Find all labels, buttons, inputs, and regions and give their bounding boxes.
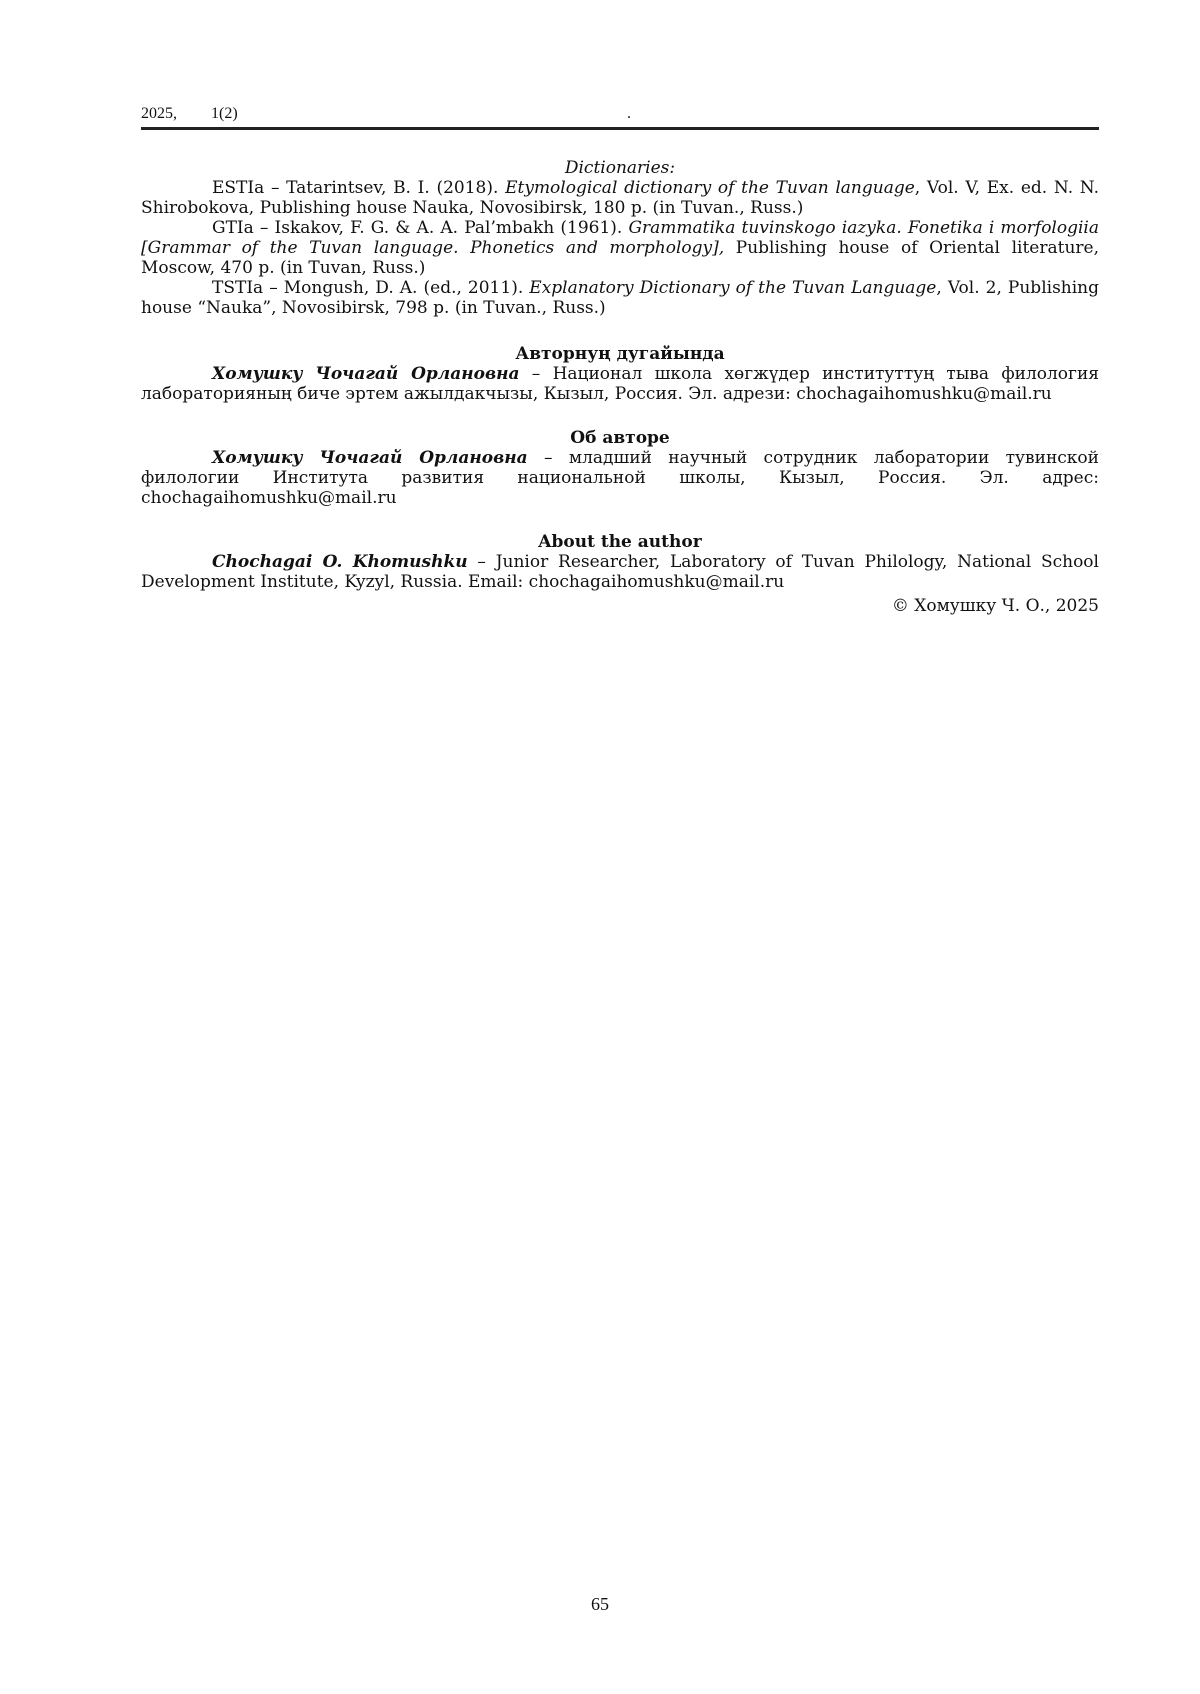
author-tuvan-bio (141, 364, 1099, 404)
author-english-bio (141, 552, 1099, 592)
entry-details: Publishing house of Oriental literature, Moscow, 470 p. (in Tuvan, Russ.) (141, 238, 1099, 278)
entry-lead: GTIa – Iskakov, F. G. & A. A. Pal’mbakh (1961). (212, 218, 629, 238)
article-content (141, 158, 1099, 616)
running-header (141, 104, 1099, 124)
dictionary-entry-tstia (141, 278, 1099, 318)
entry-title: Explanatory Dictionary of the Tuvan Language (529, 278, 937, 298)
author-tuvan-heading: Авторнуң дугайында (515, 344, 725, 364)
page-number: 65 (591, 1594, 609, 1614)
dictionary-entry-gtia (141, 218, 1099, 278)
dictionaries-title: Dictionaries: (564, 158, 676, 178)
header-rule (141, 127, 1099, 130)
author-name: Хомушку Чочагай Орлановна (212, 364, 520, 384)
header-year: 2025, (141, 105, 177, 122)
header-dot: . (627, 105, 631, 122)
entry-lead: TSTIa – Mongush, D. A. (ed., 2011). (212, 278, 530, 298)
entry-details: , Vol. V, Ex. ed. N. N. Shirobokova, Publishing house Nauka, Novosibirsk, 180 p. (in Tuvan., Russ.) (141, 178, 1099, 218)
author-russian-heading: Об авторе (570, 428, 670, 448)
author-bio-text: – Национал школа хөгжүдер институттуң тыва филология лабораторияның биче эртем ажылдакчызы, Кызыл, Россия. Эл. адрези: chochagaihomushku@mail.ru (141, 364, 1100, 404)
author-name: Chochagai O. Khomushku (212, 552, 468, 572)
author-russian-bio (141, 448, 1099, 508)
spacer (141, 404, 1099, 428)
entry-title: Grammatika tuvinskogo iazyka. Fonetika i morfologiia [Grammar of the Tuvan language. Phonetics and morphology], (141, 218, 1099, 258)
spacer (141, 508, 1099, 532)
entry-details: , Vol. 2, Publishing house “Nauka”, Novosibirsk, 798 p. (in Tuvan., Russ.) (141, 278, 1100, 318)
author-bio-text: – младший научный сотрудник лаборатории тувинской филологии Института развития национальной школы, Кызыл, Россия. Эл. адрес: chochagaihomushku@mail.ru (141, 448, 1099, 508)
entry-lead: ESTIa – Tatarintsev, B. I. (2018). (212, 178, 506, 198)
entry-title: Etymological dictionary of the Tuvan language (505, 178, 915, 198)
author-english-heading: About the author (538, 532, 702, 552)
spacer (141, 318, 1099, 344)
copyright-line: © Хомушку Ч. О., 2025 (891, 596, 1099, 616)
header-issue: 1(2) (211, 105, 238, 122)
author-name: Хомушку Чочагай Орлановна (212, 448, 528, 468)
author-bio-text: – Junior Researcher, Laboratory of Tuvan Philology, National School Development Institute, Kyzyl, Russia. Email: chochagaihomushku@mail.ru (141, 552, 1099, 592)
dictionary-entry-estia (141, 178, 1099, 218)
